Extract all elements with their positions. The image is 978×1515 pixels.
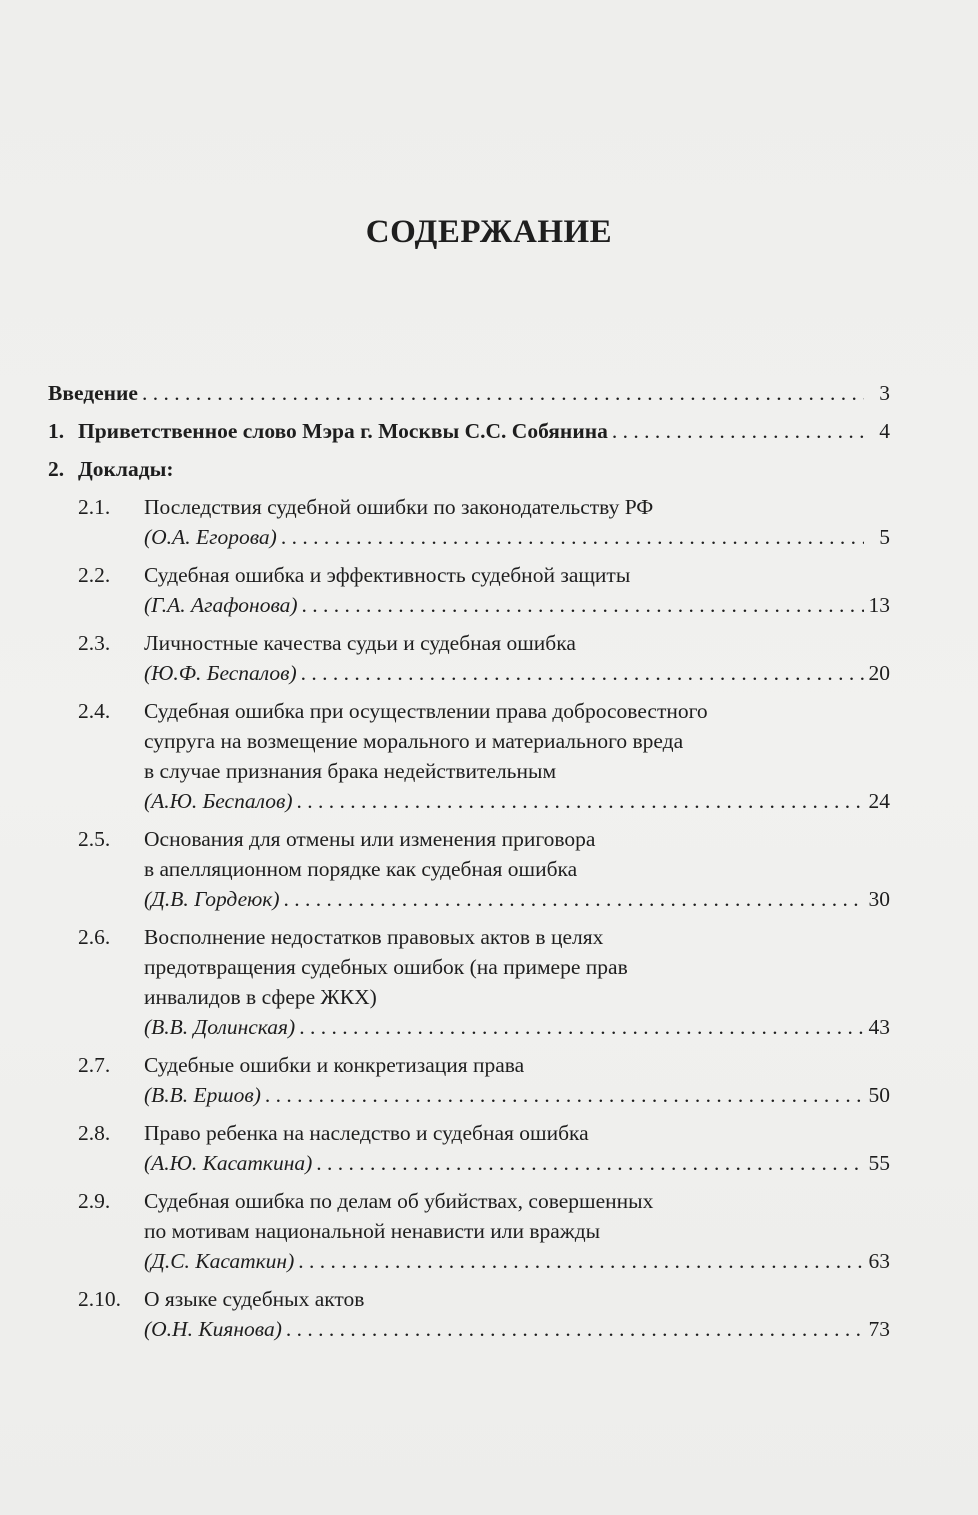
toc-entry-author-line [48,1012,890,1042]
dot-leader [298,1246,864,1276]
toc-entry-author-line [48,1314,890,1344]
toc-entry-author: (А.Ю. Беспалов) [144,789,293,813]
toc-entry-title-line [48,756,890,786]
toc-entry-number: 2.9. [78,1189,111,1213]
toc-entry-title: в случае признания брака недействительным [144,759,557,783]
toc-entry-title-line [48,1186,890,1216]
toc-entry-author-line [48,658,890,688]
toc-entry-author-line [48,786,890,816]
toc-entry-author-line [48,884,890,914]
toc-entry-author: (В.В. Ершов) [144,1083,261,1107]
toc-entry-author: (О.А. Егорова) [144,525,277,549]
toc-section-1[interactable] [48,416,890,446]
toc-entry[interactable] [48,1118,890,1178]
toc-section-1-number: 1. [48,419,65,443]
toc-entry-page: 13 [868,593,890,617]
toc-entry-page: 24 [868,789,890,813]
toc-entry-title-line [48,726,890,756]
toc-entry-author: (Г.А. Агафонова) [144,593,298,617]
toc-entry-title-line [48,952,890,982]
toc-entry-title-line [48,982,890,1012]
toc-entry-author-line [48,522,890,552]
toc-entry[interactable] [48,922,890,1042]
toc-section-1-page: 4 [879,419,890,443]
toc-section-2 [48,454,890,484]
toc-entry-title-line [48,492,890,522]
toc-entry-title: супруга на возмещение морального и материального вреда [144,729,684,753]
toc-entry-page: 30 [868,887,890,911]
toc-entry-title: инвалидов в сфере ЖКХ) [144,985,377,1009]
toc-entry-title: Судебная ошибка при осуществлении права добросовестного [144,699,708,723]
toc-entry-page: 50 [868,1083,890,1107]
page-title: СОДЕРЖАНИЕ [365,214,613,250]
toc-entry-title: по мотивам национальной ненависти или вражды [144,1219,601,1243]
toc-entry-number: 2.8. [78,1121,111,1145]
toc-entry-page: 73 [868,1317,890,1341]
toc-entry-number: 2.10. [78,1287,121,1311]
toc-entry-author: (О.Н. Киянова) [144,1317,282,1341]
toc-entry-title-line [48,824,890,854]
toc-section-1-label: Приветственное слово Мэра г. Москвы С.С. Собянина [78,419,608,443]
toc-entry-author-line [48,1080,890,1110]
toc-entry[interactable] [48,696,890,816]
toc-entry-title-line [48,1216,890,1246]
dot-leader [612,416,864,446]
toc-entry-title: Судебная ошибка и эффективность судебной защиты [144,563,631,587]
toc-intro-page: 3 [879,381,890,405]
dot-leader [301,658,864,688]
dot-leader [284,884,865,914]
toc-entry[interactable] [48,560,890,620]
dot-leader [286,1314,864,1344]
toc-entry-number: 2.6. [78,925,111,949]
toc-entry-title-line [48,854,890,884]
dot-leader [296,786,864,816]
toc-entry-page: 20 [868,661,890,685]
toc-entry-title: Личностные качества судьи и судебная ошибка [144,631,576,655]
toc-entries [48,492,890,1344]
toc-entry-number: 2.2. [78,563,111,587]
toc-section-2-number: 2. [48,457,65,481]
toc-entry-number: 2.3. [78,631,111,655]
dot-leader [142,378,864,408]
toc-entry[interactable] [48,628,890,688]
toc-entry-author: (А.Ю. Касаткина) [144,1151,313,1175]
toc-entry-title-line [48,560,890,590]
toc-entry-author: (Д.С. Касаткин) [144,1249,295,1273]
toc-entry-page: 43 [868,1015,890,1039]
toc-entry-title-line [48,1118,890,1148]
toc-entry[interactable] [48,492,890,552]
toc-entry-title: О языке судебных актов [144,1287,365,1311]
toc-entry-number: 2.5. [78,827,111,851]
toc-entry-title: Основания для отмены или изменения приговора [144,827,596,851]
toc-entry-author: (Д.В. Гордеюк) [144,887,280,911]
toc-entry-author-line [48,1148,890,1178]
toc-entry[interactable] [48,1284,890,1344]
toc-entry-author: (В.В. Долинская) [144,1015,296,1039]
toc-entry-title: Последствия судебной ошибки по законодательству РФ [144,495,654,519]
toc-entry-page: 55 [868,1151,890,1175]
toc-entry-title: в апелляционном порядке как судебная ошибка [144,857,578,881]
dot-leader [302,590,864,620]
toc-entry-title: предотвращения судебных ошибок (на примере прав [144,955,628,979]
toc-intro[interactable] [48,378,890,408]
toc-entry[interactable] [48,1050,890,1110]
toc-entry-title-line [48,1050,890,1080]
dot-leader [281,522,864,552]
toc-entry-title-line [48,1284,890,1314]
toc-entry-number: 2.1. [78,495,111,519]
toc-entry-number: 2.7. [78,1053,111,1077]
toc-entry-page: 5 [879,525,890,549]
toc-entry-title-line [48,628,890,658]
toc-entry[interactable] [48,1186,890,1276]
toc-entry-title: Право ребенка на наследство и судебная ошибка [144,1121,589,1145]
toc-entry-title-line [48,922,890,952]
dot-leader [265,1080,864,1110]
toc-entry-author-line [48,1246,890,1276]
dot-leader [316,1148,864,1178]
toc-entry-number: 2.4. [78,699,111,723]
toc-entry-author-line [48,590,890,620]
toc-entry-page: 63 [868,1249,890,1273]
toc-entry[interactable] [48,824,890,914]
toc-entry-title: Восполнение недостатков правовых актов в целях [144,925,604,949]
toc-entry-author: (Ю.Ф. Беспалов) [144,661,297,685]
toc-entry-title-line [48,696,890,726]
toc-intro-label: Введение [48,381,138,405]
toc-section-2-label: Доклады: [78,457,174,481]
toc-entry-title: Судебная ошибка по делам об убийствах, совершенных [144,1189,654,1213]
table-of-contents [48,378,890,1352]
toc-entry-title: Судебные ошибки и конкретизация права [144,1053,525,1077]
dot-leader [299,1012,864,1042]
